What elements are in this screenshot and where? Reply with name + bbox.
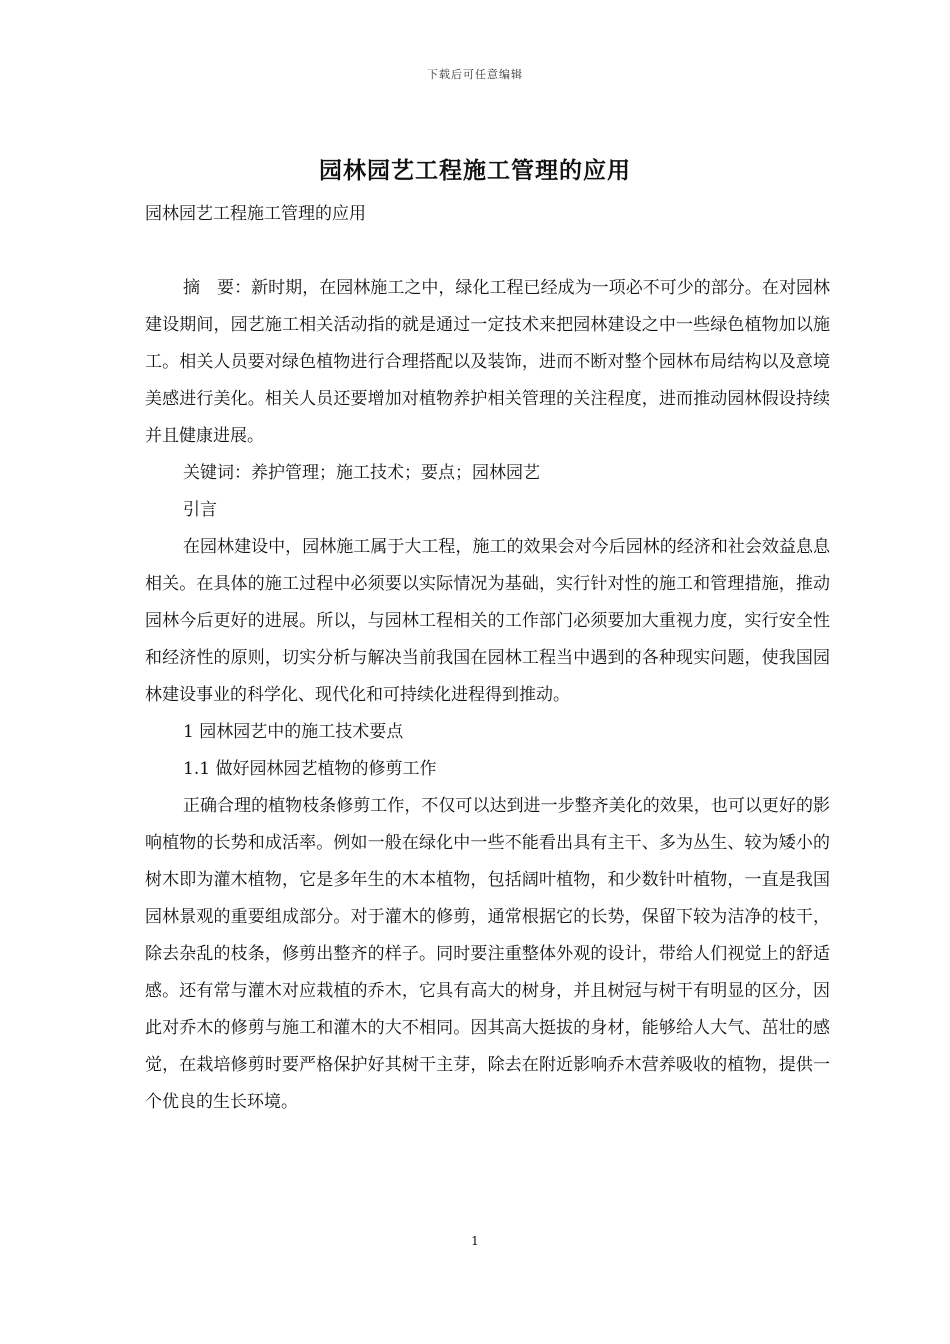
page-header: 下载后可任意编辑	[427, 68, 523, 81]
keywords-paragraph: 关键词：养护管理；施工技术；要点；园林园艺	[183, 463, 540, 483]
document-subtitle: 园林园艺工程施工管理的应用	[145, 204, 366, 224]
body-paragraph: 在园林建设中，园林施工属于大工程，施工的效果会对今后园林的经济和社会效益息息相关。在具体的施工过程中必须要以实际情况为基础，实行针对性的施工和管理措施，推动园林今后更好的进展。所以，与园林工程相关的工作部门必须要加大重视力度，实行安全性和经济性的原则，切实分析与解决当前我国在园林工程当中遇到的各种现实问题，使我国园林建设事业的科学化、现代化和可持续化进程得到推动。	[145, 537, 830, 705]
document-title: 园林园艺工程施工管理的应用	[319, 157, 631, 184]
document-body	[145, 196, 830, 1121]
spacer	[145, 233, 830, 270]
section-heading-1-1: 1.1 做好园林园艺植物的修剪工作	[183, 759, 437, 779]
abstract-paragraph: 摘 要：新时期，在园林施工之中，绿化工程已经成为一项必不可少的部分。在对园林建设期间，园艺施工相关活动指的就是通过一定技术来把园林建设之中一些绿色植物加以施工。相关人员要对绿色植物进行合理搭配以及装饰，进而不断对整个园林布局结构以及意境美感进行美化。相关人员还要增加对植物养护相关管理的关注程度，进而推动园林假设持续并且健康进展。	[145, 278, 830, 446]
page-number: 1	[471, 1234, 479, 1248]
body-paragraph: 正确合理的植物枝条修剪工作，不仅可以达到进一步整齐美化的效果，也可以更好的影响植物的长势和成活率。例如一般在绿化中一些不能看出具有主干、多为丛生、较为矮小的树木即为灌木植物，它是多年生的木本植物，包括阔叶植物，和少数针叶植物，一直是我国园林景观的重要组成部分。对于灌木的修剪，通常根据它的长势，保留下较为洁净的枝干，除去杂乱的枝条，修剪出整齐的样子。同时要注重整体外观的设计，带给人们视觉上的舒适感。还有常与灌木对应栽植的乔木，它具有高大的树身，并且树冠与树干有明显的区分，因此对乔木的修剪与施工和灌木的大不相同。因其高大挺拔的身材，能够给人大气、茁壮的感觉，在栽培修剪时要严格保护好其树干主芽，除去在附近影响乔木营养吸收的植物，提供一个优良的生长环境。	[145, 796, 830, 1112]
section-heading-1: 1 园林园艺中的施工技术要点	[183, 722, 404, 742]
section-heading-introduction: 引言	[183, 500, 217, 520]
